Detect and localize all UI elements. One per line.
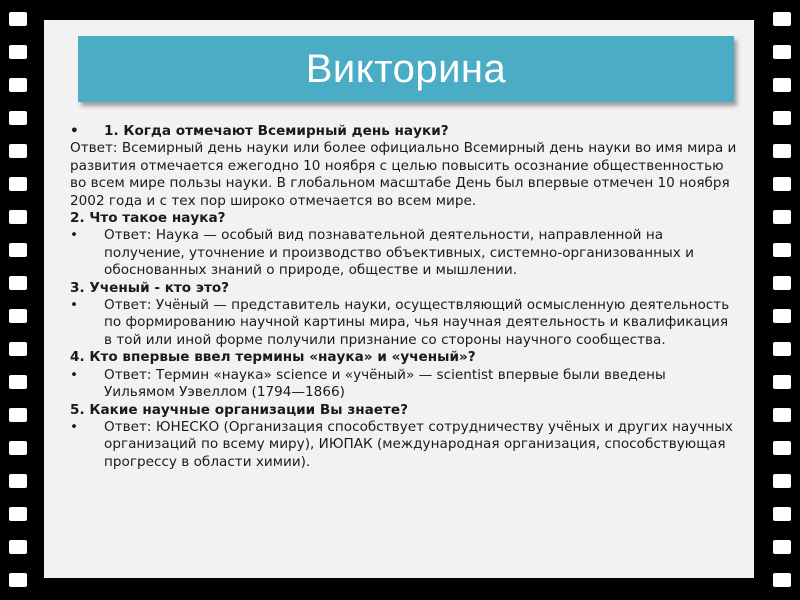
answer-2: • Ответ: Наука — особый вид познавательной деятельности, направленной на получение, уточнение и производство объективных, системно-организованных и обоснованных знаний о природе, обществе и мышлении. — [70, 227, 740, 279]
answer-3: • Ответ: Учёный — представитель науки, осуществляющий осмысленную деятельность по формированию научной картины мира, чья научная деятельность и квалификация в той или иной форме получили признание со стороны научного сообщества. — [70, 297, 740, 349]
slide-title: Викторина — [305, 46, 507, 91]
film-perforation — [9, 210, 27, 224]
film-perforation — [9, 12, 27, 26]
question-2: 2. Что такое наука? — [70, 210, 226, 227]
slide — [44, 20, 754, 578]
answer-4: • Ответ: Термин «наука» science и «учёный» — scientist впервые были введены Уильямом Уэвеллом (1794—1866) — [70, 367, 740, 402]
film-perforation — [9, 111, 27, 125]
film-perforation — [9, 408, 27, 422]
film-perforation — [9, 573, 27, 587]
film-perforation — [9, 243, 27, 257]
film-perforation — [773, 474, 791, 488]
question-3: 3. Ученый - кто это? — [70, 279, 230, 296]
film-perforation — [773, 507, 791, 521]
film-perforation — [773, 144, 791, 158]
question-4: 4. Кто впервые ввел термины «наука» и «ученый»? — [70, 349, 476, 366]
quiz-content — [70, 123, 740, 471]
film-perforation — [9, 45, 27, 59]
film-perforation — [9, 540, 27, 554]
film-perforation — [773, 78, 791, 92]
film-perforation — [9, 441, 27, 455]
film-perforation — [9, 474, 27, 488]
film-perforation — [773, 210, 791, 224]
film-perforation — [773, 309, 791, 323]
film-perforation — [773, 441, 791, 455]
film-perforation — [773, 12, 791, 26]
film-perforation — [9, 276, 27, 290]
film-perforation — [773, 375, 791, 389]
title-banner — [78, 36, 734, 102]
question-5: 5. Какие научные организации Вы знаете? — [70, 401, 408, 418]
film-perforation — [9, 78, 27, 92]
film-perforation — [9, 177, 27, 191]
film-perforation — [773, 243, 791, 257]
film-perforation — [773, 342, 791, 356]
film-perforation — [773, 177, 791, 191]
answer-1: Ответ: Всемирный день науки или более официально Всемирный день науки во имя мира и развития отмечается ежегодно 10 ноября с целью повысить осознание общественностью во всем мире пользы науки. В глобальном масштабе День был впервые отмечен 10 ноября 2002 года и с тех пор широко отмечается во всем мире. — [70, 140, 737, 209]
film-perforation — [773, 540, 791, 554]
film-perforation — [773, 276, 791, 290]
film-perforation — [9, 144, 27, 158]
film-perforation — [773, 408, 791, 422]
film-perforation — [773, 45, 791, 59]
answer-5: • Ответ: ЮНЕСКО (Организация способствует сотрудничеству учёных и других научных организаций по всему миру), ИЮПАК (международная организация, способствующая прогрессу в области химии). — [70, 419, 740, 471]
film-perforation — [773, 111, 791, 125]
film-perforation — [773, 573, 791, 587]
film-perforation — [9, 342, 27, 356]
film-perforation — [9, 309, 27, 323]
question-1: • 1. Когда отмечают Всемирный день науки? — [70, 123, 740, 140]
film-perforation — [9, 507, 27, 521]
film-perforation — [9, 375, 27, 389]
